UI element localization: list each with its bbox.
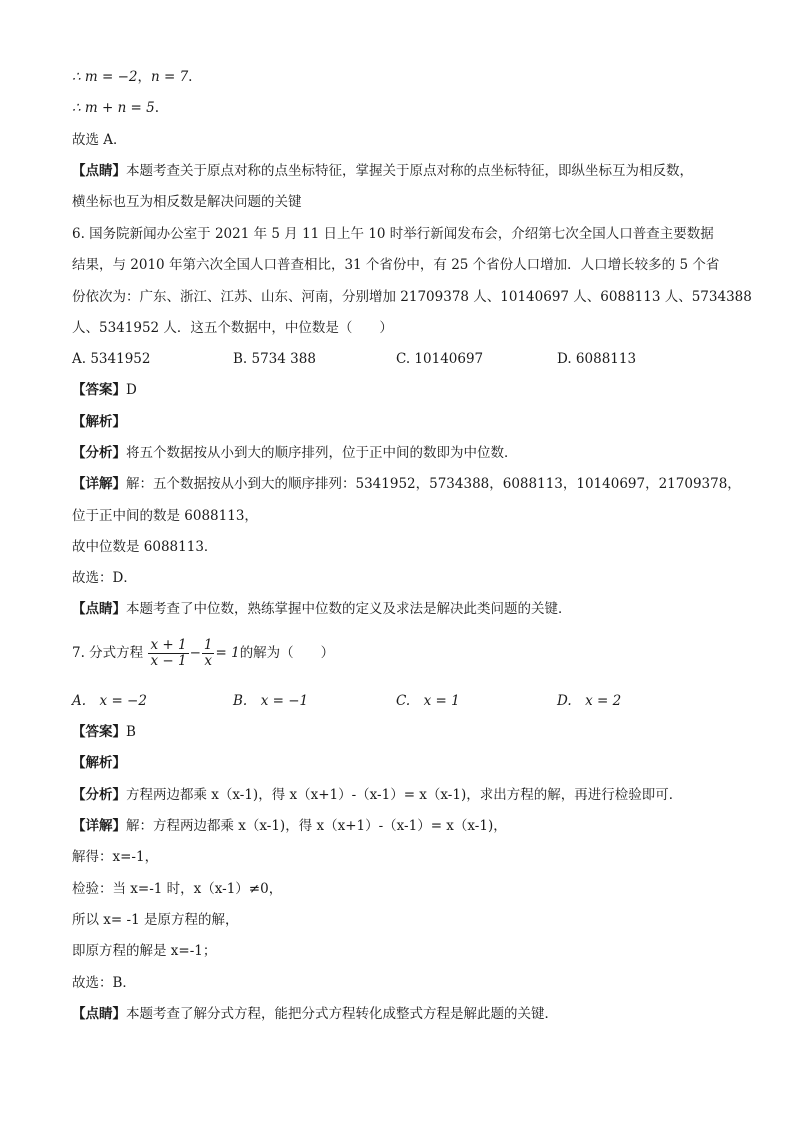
prev-comment-line-1: 【点睛】本题考查关于原点对称的点坐标特征，掌握关于原点对称的点坐标特征，即纵坐标互为相反数， bbox=[72, 163, 693, 179]
comment-tag: 【点睛】 bbox=[72, 163, 126, 179]
prev-solution-line-2: ∴ m + n = 5. bbox=[72, 100, 160, 116]
q7-fraction-2: $\frac{1}{x}$ bbox=[203, 637, 213, 669]
q6-option-a: A. 5341952 bbox=[72, 351, 151, 367]
q6-step-2: 故中位数是 6088113． bbox=[72, 539, 218, 555]
q7-option-c: C. x = 1 bbox=[396, 693, 460, 709]
q6-step-1: 位于正中间的数是 6088113， bbox=[72, 508, 258, 524]
q7-option-a: A. x = −2 bbox=[72, 693, 147, 709]
q7-choice: 故选：B． bbox=[72, 975, 136, 991]
q6-option-d: D. 6088113 bbox=[557, 351, 637, 367]
q6-stem-line-1: 6. 国务院新闻办公室于 2021 年 5 月 11 日上午 10 时举行新闻发布会，介绍第七次全国人口普查主要数据 bbox=[72, 226, 714, 242]
q6-xiangjie: 【详解】解：五个数据按从小到大的顺序排列：5341952，5734388，6088113，10140697，21709378， bbox=[72, 476, 741, 492]
q7-step-1: 解得：x=-1， bbox=[72, 849, 159, 865]
q6-answer: 【答案】D bbox=[72, 382, 137, 398]
q6-stem-line-2: 结果，与 2010 年第六次全国人口普查相比，31 个省份中，有 25 个省份人口增加．人口增长较多的 5 个省 bbox=[72, 257, 720, 273]
q6-fenxi: 【分析】将五个数据按从小到大的顺序排列，位于正中间的数即为中位数． bbox=[72, 445, 518, 461]
q6-comment: 【点睛】本题考查了中位数，熟练掌握中位数的定义及求法是解决此类问题的关键． bbox=[72, 601, 572, 617]
prev-m-value: ∴ m = −2 bbox=[72, 69, 138, 85]
q6-stem-line-4: 人、5341952 人．这五个数据中，中位数是（ ） bbox=[72, 320, 393, 336]
prev-choice: 故选 A． bbox=[72, 132, 127, 148]
q7-step-4: 即原方程的解是 x=-1； bbox=[72, 943, 217, 959]
prev-solution-line-1: ∴ m = −2，n = 7. bbox=[72, 69, 193, 85]
q7-step-3: 所以 x= -1 是原方程的解， bbox=[72, 912, 239, 928]
prev-comment-line-2: 横坐标也互为相反数是解决问题的关键 bbox=[72, 194, 302, 210]
q6-analysis-heading: 【解析】 bbox=[72, 414, 126, 430]
q7-fenxi: 【分析】方程两边都乘 x（x-1)，得 x（x+1）-（x-1）= x（x-1)，求出方程的解，再进行检验即可． bbox=[72, 787, 683, 803]
q7-comment: 【点睛】本题考查了解分式方程，能把分式方程转化成整式方程是解此题的关键． bbox=[72, 1006, 558, 1022]
q7-stem: 7. 分式方程 $\frac{x + 1}{x - 1}$ − $\frac{1}{x}$ = 1的解为（ ） bbox=[72, 637, 335, 669]
q7-option-d: D. x = 2 bbox=[557, 693, 622, 709]
q7-step-2: 检验：当 x=-1 时，x（x-1）≠0， bbox=[72, 881, 283, 897]
q7-option-b: B. x = −1 bbox=[233, 693, 309, 709]
q7-analysis-heading: 【解析】 bbox=[72, 755, 126, 771]
q7-xiangjie: 【详解】解：方程两边都乘 x（x-1)，得 x（x+1）-（x-1）= x（x-1)， bbox=[72, 818, 507, 834]
q7-answer: 【答案】B bbox=[72, 724, 136, 740]
q6-choice: 故选：D． bbox=[72, 570, 137, 586]
q7-fraction-1: $\frac{x + 1}{x - 1}$ bbox=[150, 637, 187, 669]
q6-option-c: C. 10140697 bbox=[396, 351, 484, 367]
q6-option-b: B. 5734 388 bbox=[233, 351, 316, 367]
prev-n-value: n = 7 bbox=[150, 69, 189, 85]
q6-stem-line-3: 份依次为：广东、浙江、江苏、山东、河南，分别增加 21709378 人、10140697 人、6088113 人、5734388 bbox=[72, 289, 752, 305]
